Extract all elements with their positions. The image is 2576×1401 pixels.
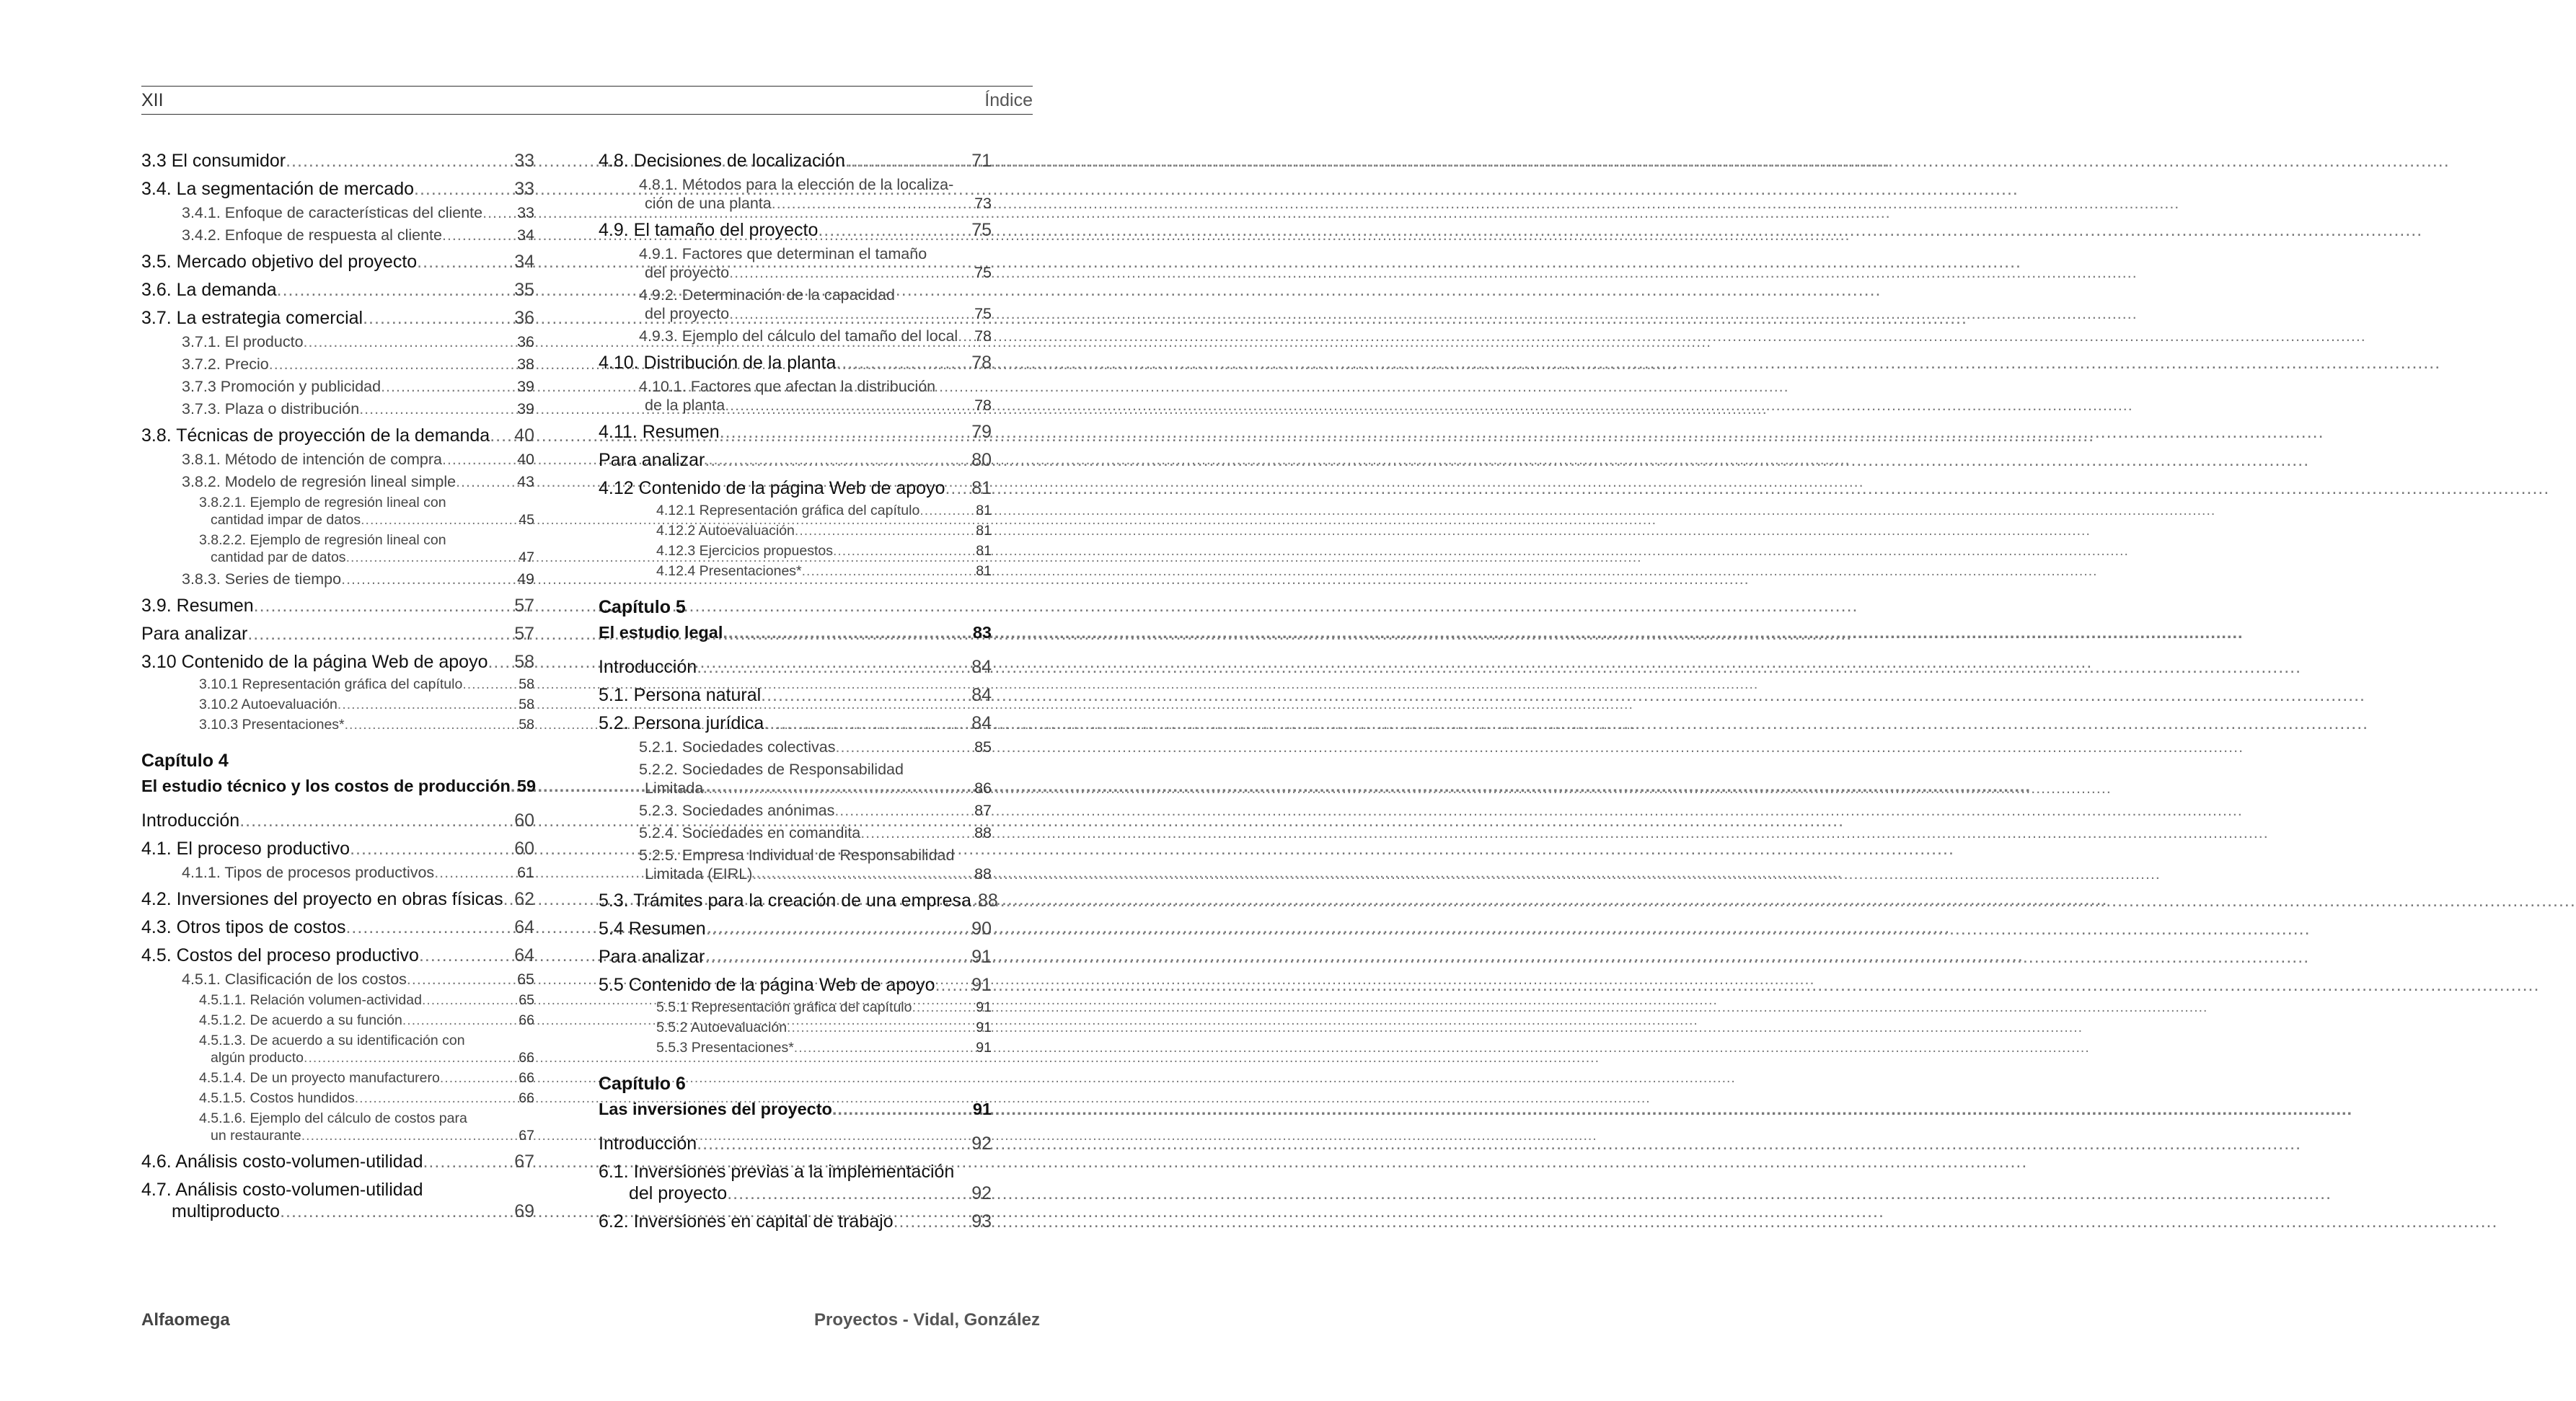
toc-entry: 3.4. La segmentación de mercado ..... 33: [141, 178, 534, 200]
toc-entry: 5.3. Trámites para la creación de una empresa ..... 88: [599, 890, 992, 911]
toc-entry: Introducción ..... 92: [599, 1133, 992, 1154]
toc-subentry: 4.5.1. Clasificación de los costos ..... 65: [141, 970, 534, 989]
toc-entry: 5.2. Persona jurídica ..... 84: [599, 712, 992, 734]
toc-entry: 4.7. Análisis costo-volumen-utilidad multiproducto ..... 69: [141, 1179, 534, 1222]
toc-entry: 4.3. Otros tipos de costos ..... 64: [141, 916, 534, 938]
toc-subentry: 3.8.1. Método de intención de compra ..... 40: [141, 450, 534, 469]
toc-subentry: 3.4.2. Enfoque de respuesta al cliente ..... 34: [141, 226, 534, 244]
toc-entry: 5.5 Contenido de la página Web de apoyo ..... 91: [599, 974, 992, 996]
toc-right-column: [599, 150, 998, 1232]
toc-subentry: 5.5.1 Representación gráfica del capítulo ..... 91: [599, 999, 992, 1016]
chapter-heading: Capítulo 4: [141, 751, 229, 771]
toc-subentry: 4.12.3 Ejercicios propuestos ..... 81: [599, 542, 992, 560]
toc-entry: Introducción ..... 60: [141, 810, 534, 831]
toc-subentry: 3.10.1 Representación gráfica del capítulo ..... 58: [141, 676, 534, 693]
toc-subentry: 3.8.2. Modelo de regresión lineal simple ..... 43: [141, 472, 534, 491]
toc-subentry: 5.2.3. Sociedades anónimas ..... 87: [599, 801, 992, 820]
toc-subsubentry: 4.5.1.1. Relación volumen-actividad ..... 65: [141, 991, 534, 1009]
toc-entry: 3.6. La demanda ..... 35: [141, 279, 534, 301]
running-header-section: Índice: [984, 90, 1033, 110]
toc-entry: 3.10 Contenido de la página Web de apoyo ..... 58: [141, 651, 534, 673]
toc-entry: 4.9. El tamaño del proyecto ..... 75: [599, 219, 992, 241]
toc-subsubentry: 4.5.1.2. De acuerdo a su función ..... 66: [141, 1012, 534, 1029]
toc-entry: 3.7. La estrategia comercial ..... 36: [141, 307, 534, 329]
toc-entry: 5.4 Resumen ..... 90: [599, 918, 992, 940]
toc-entry: 3.3 El consumidor ..... 33: [141, 150, 534, 172]
toc-subentry: 3.7.3. Plaza o distribución ..... 39: [141, 399, 534, 418]
toc-subentry: 4.9.1. Factores que determinan el tamaño del proyecto ..... 75: [599, 244, 992, 282]
toc-entry: 4.6. Análisis costo-volumen-utilidad ..... 67: [141, 1151, 534, 1172]
toc-entry: Para analizar ..... 91: [599, 946, 992, 968]
toc-subsubentry: 4.5.1.3. De acuerdo a su identificación con algún producto ..... 66: [141, 1032, 534, 1066]
chapter-heading: Capítulo 6: [599, 1074, 686, 1094]
header-top-rule: [141, 86, 1033, 87]
toc-entry: 6.2. Inversiones en capital de trabajo ..... 93: [599, 1211, 992, 1232]
toc-subentry: 5.5.3 Presentaciones* ..... 91: [599, 1039, 992, 1056]
footer-publisher: Alfaomega: [141, 1310, 230, 1330]
toc-subentry: 5.2.4. Sociedades en comandita ..... 88: [599, 823, 992, 842]
toc-subentry: 3.4.1. Enfoque de características del cliente ..... 33: [141, 203, 534, 222]
toc-subsubentry: 3.8.2.1. Ejemplo de regresión lineal con cantidad impar de datos ..... 45: [141, 494, 534, 529]
toc-subentry: 4.8.1. Métodos para la elección de la localiza- ción de una planta ..... 73: [599, 175, 992, 213]
toc-entry: 4.2. Inversiones del proyecto en obras físicas ..... 62: [141, 888, 534, 910]
toc-entry: 3.5. Mercado objetivo del proyecto ..... 34: [141, 251, 534, 273]
toc-subentry: 3.7.1. El producto ..... 36: [141, 332, 534, 351]
toc-subentry: 3.10.2 Autoevaluación ..... 58: [141, 696, 534, 713]
toc-entry: 6.1. Inversiones previas a la implementación del proyecto ..... 92: [599, 1161, 992, 1204]
toc-subentry: 4.1.1. Tipos de procesos productivos ..... 61: [141, 863, 534, 882]
toc-entry: 3.9. Resumen ..... 57: [141, 595, 534, 616]
toc-entry: Para analizar ..... 80: [599, 449, 992, 471]
toc-subentry: 3.7.2. Precio ..... 38: [141, 355, 534, 374]
toc-subentry: 3.7.3 Promoción y publicidad ..... 39: [141, 377, 534, 396]
chapter-title: El estudio técnico y los costos de producción ..... 59: [141, 775, 534, 797]
toc-subsubentry: 4.5.1.6. Ejemplo del cálculo de costos para un restaurante ..... 67: [141, 1110, 534, 1144]
toc-subsubentry: 4.5.1.4. De un proyecto manufacturero ..... 66: [141, 1069, 534, 1087]
toc-entry: 4.11. Resumen ..... 79: [599, 421, 992, 443]
toc-entry: 4.5. Costos del proceso productivo ..... 64: [141, 945, 534, 966]
toc-subentry: 5.2.2. Sociedades de Responsabilidad Limitada ..... 86: [599, 760, 992, 797]
toc-subentry: 3.10.3 Presentaciones* ..... 58: [141, 716, 534, 733]
toc-entry: 4.8. Decisiones de localización ..... 71: [599, 150, 992, 172]
toc-subentry: 5.2.1. Sociedades colectivas ..... 85: [599, 738, 992, 756]
page-number: XII: [141, 90, 164, 110]
toc-subentry: 4.9.2. Determinación de la capacidad del proyecto ..... 75: [599, 286, 992, 323]
toc-subentry: 5.2.5. Empresa Individual de Responsabilidad Limitada (EIRL) ..... 88: [599, 846, 992, 883]
chapter-title: El estudio legal ..... 83: [599, 622, 992, 643]
toc-subentry: 4.9.3. Ejemplo del cálculo del tamaño del local ..... 78: [599, 327, 992, 345]
toc-subsubentry: 4.5.1.5. Costos hundidos ..... 66: [141, 1090, 534, 1107]
toc-entry: 4.1. El proceso productivo ..... 60: [141, 838, 534, 859]
toc-left-column: [141, 150, 537, 1222]
toc-subentry: 4.12.4 Presentaciones* ..... 81: [599, 562, 992, 580]
toc-subentry: 4.12.1 Representación gráfica del capítulo ..... 81: [599, 502, 992, 519]
toc-subsubentry: 3.8.2.2. Ejemplo de regresión lineal con cantidad par de datos ..... 47: [141, 531, 534, 566]
toc-subentry: 3.8.3. Series de tiempo ..... 49: [141, 570, 534, 588]
toc-subentry: 4.12.2 Autoevaluación ..... 81: [599, 522, 992, 539]
toc-subentry: 5.5.2 Autoevaluación ..... 91: [599, 1019, 992, 1036]
chapter-heading: Capítulo 5: [599, 597, 686, 617]
toc-entry: 5.1. Persona natural ..... 84: [599, 684, 992, 706]
footer-book-title: Proyectos - Vidal, González: [814, 1310, 1040, 1330]
header-bottom-rule: [141, 114, 1033, 115]
toc-entry: 4.12 Contenido de la página Web de apoyo ..... 81: [599, 477, 992, 499]
toc-entry: 4.10. Distribución de la planta ..... 78: [599, 352, 992, 374]
toc-subentry: 4.10.1. Factores que afectan la distribución de la planta ..... 78: [599, 377, 992, 415]
toc-entry: Para analizar ..... 57: [141, 623, 534, 645]
chapter-title: Las inversiones del proyecto ..... 91: [599, 1098, 992, 1120]
toc-entry: Introducción ..... 84: [599, 656, 992, 678]
toc-entry: 3.8. Técnicas de proyección de la demanda ..... 40: [141, 425, 534, 446]
